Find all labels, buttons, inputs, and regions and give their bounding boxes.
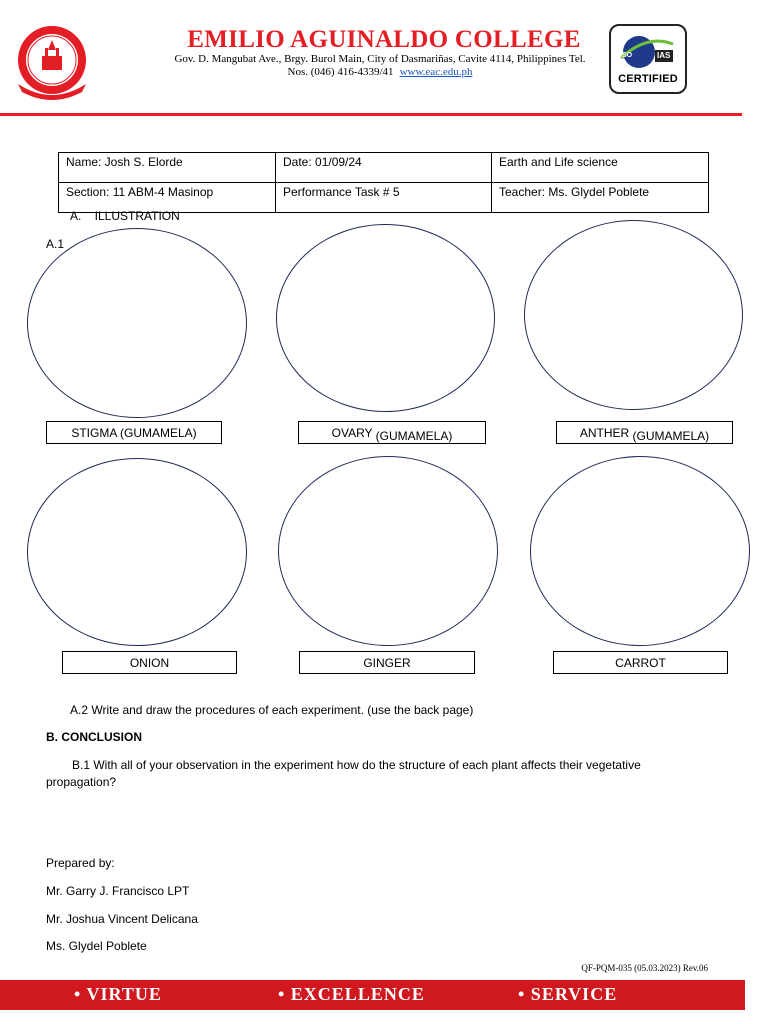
label-sub: (GUMAMELA) xyxy=(632,429,710,443)
section-b-heading: B. CONCLUSION xyxy=(46,730,142,744)
label-onion: ONION xyxy=(62,651,237,674)
preparer-name: Ms. Glydel Poblete xyxy=(46,939,147,953)
student-info-table xyxy=(58,152,709,213)
certified-text: CERTIFIED xyxy=(618,73,678,85)
iso-certified-badge xyxy=(609,24,687,94)
drawing-area-ovary[interactable] xyxy=(276,224,495,412)
label-anther xyxy=(556,421,733,444)
drawing-area-stigma[interactable] xyxy=(27,228,247,418)
table-row xyxy=(59,183,709,213)
preparer-name: Mr. Garry J. Francisco LPT xyxy=(46,884,190,898)
address-phone-line xyxy=(100,66,660,78)
teacher-cell: Teacher: Ms. Glydel Poblete xyxy=(492,183,709,213)
label-sub: (GUMAMELA) xyxy=(375,429,453,443)
subsection-a1-label: A.1 xyxy=(46,237,65,251)
value-virtue: • VIRTUE xyxy=(74,984,162,1004)
label-carrot: CARROT xyxy=(553,651,728,674)
value-excellence: • EXCELLENCE xyxy=(278,984,425,1004)
section-a-heading: A. ILLUSTRATION xyxy=(70,209,180,223)
label-ovary xyxy=(298,421,486,444)
label-ginger: GINGER xyxy=(299,651,475,674)
name-cell: Name: Josh S. Elorde xyxy=(59,153,276,183)
label-stigma xyxy=(46,421,222,444)
section-cell: Section: 11 ABM-4 Masinop xyxy=(59,183,276,213)
task-cell: Performance Task # 5 xyxy=(276,183,492,213)
prepared-by-label: Prepared by: xyxy=(46,856,115,870)
date-cell: Date: 01/09/24 xyxy=(276,153,492,183)
label-main: ANTHER xyxy=(579,426,633,440)
form-code: QF-PQM-035 (05.03.2023) Rev.06 xyxy=(581,963,708,973)
iso-text: ISO xyxy=(620,52,633,59)
college-name: EMILIO AGUINALDO COLLEGE xyxy=(187,26,581,53)
label-main: OVARY xyxy=(331,426,376,440)
address-line: Gov. D. Mangubat Ave., Brgy. Burol Main, City of Dasmariñas, Cavite 4114, Philippines Tel. xyxy=(174,53,586,65)
value-service: • SERVICE xyxy=(518,984,618,1004)
drawing-area-anther[interactable] xyxy=(524,220,743,410)
drawing-area-onion[interactable] xyxy=(27,458,247,646)
header-divider xyxy=(0,113,742,116)
ias-text: IAS xyxy=(657,51,671,60)
label-main: STIGMA (GUMAMELA) xyxy=(71,426,197,440)
subject-cell: Earth and Life science xyxy=(492,153,709,183)
b1-question-line1: B.1 With all of your observation in the experiment how do the structure of each plant affects their vegetative xyxy=(72,758,641,772)
table-row xyxy=(59,153,709,183)
website-link[interactable]: www.eac.edu.ph xyxy=(399,66,473,78)
phone-numbers: Nos. (046) 416-4339/41 xyxy=(287,66,394,78)
preparer-name: Mr. Joshua Vincent Delicana xyxy=(46,912,198,926)
drawing-area-ginger[interactable] xyxy=(278,456,498,646)
b1-question-line2: propagation? xyxy=(46,775,117,789)
drawing-area-carrot[interactable] xyxy=(530,456,750,646)
footer-values-bar xyxy=(0,980,745,1010)
a2-instruction: A.2 Write and draw the procedures of each experiment. (use the back page) xyxy=(70,703,474,717)
